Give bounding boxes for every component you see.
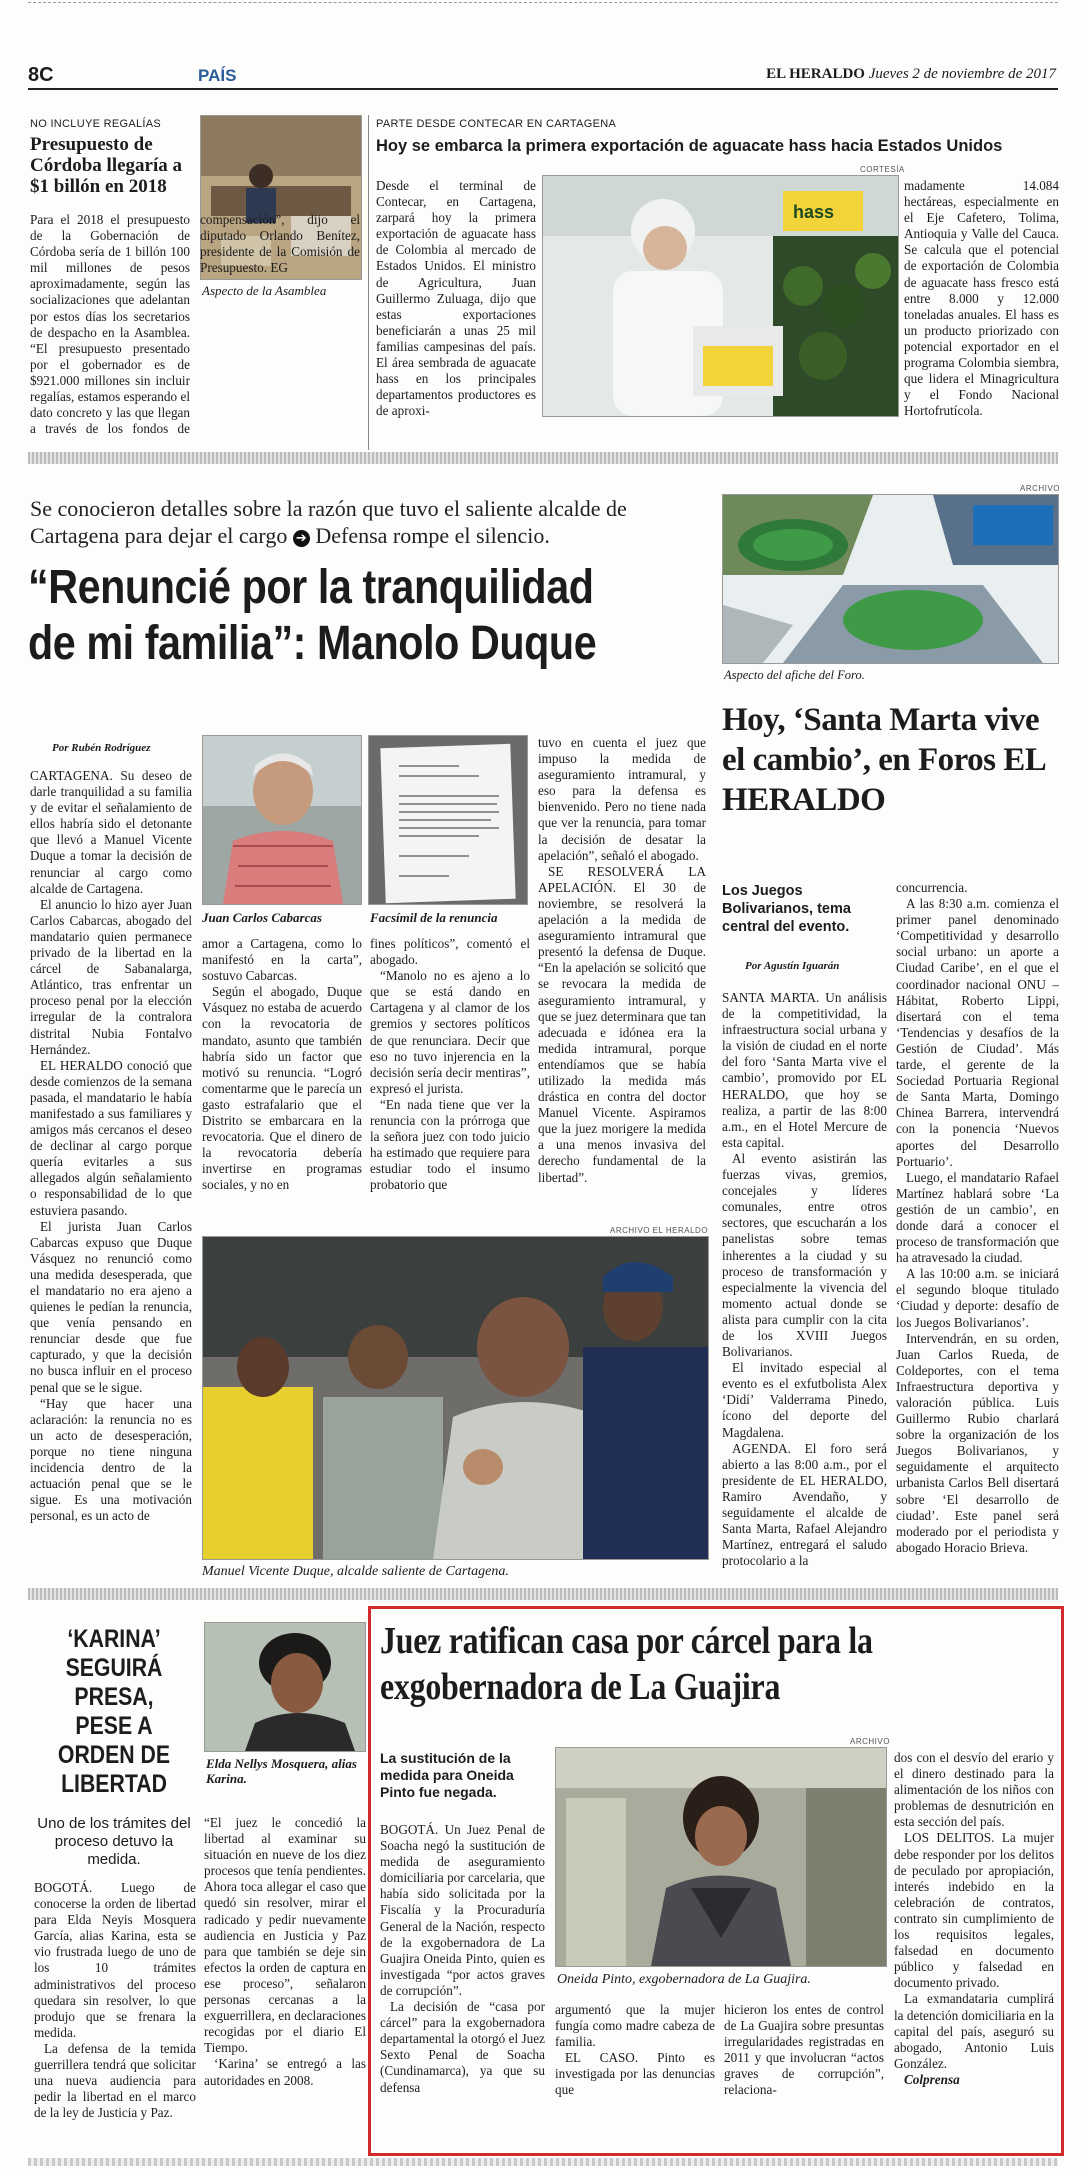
separator-1 [28, 452, 1058, 464]
sm-c2-p3: Luego, el mandatario Rafael Martínez hablará sobre ‘La gestión de un cambio’, en donde dará a conocer el proceso de transformación que ha atravesado la ciudad. [896, 1169, 1059, 1266]
print-registration-bar [28, 2158, 1058, 2166]
oneida-caption: Oneida Pinto, exgobernadora de La Guajira. [557, 1972, 811, 1987]
masthead [766, 66, 1056, 83]
guajira-agency: Colprensa [904, 2071, 960, 2087]
aguacate-body-left [376, 178, 536, 440]
duque-c3-p3: “En nada tiene que ver la renuncia con la prórroga que la señora juez con todo juicio ha estimado que requiere para estudiar todo el insumo probatorio que [370, 1096, 530, 1193]
top-rule [28, 2, 1058, 3]
duque-headline-line-2: de mi familia”: Manolo Duque [28, 617, 597, 670]
duque-c1-p1: CARTAGENA. Su deseo de darle tranquilidad a su familia y de evitar el señalamiento de ellos habría sido el detonante que llevó a Manuel Vicente Duque a tomar la decisión de renunciar al cargo como alcalde de Cartagena. [30, 768, 192, 896]
issue-date: Jueves 2 de noviembre de 2017 [868, 66, 1056, 82]
duque-c1-p2: El anuncio lo hizo ayer Juan Carlos Cabarcas, abogado del mandatario quien permanece privado de la libertad en la cárcel de Sabanalarga, Atlántico, tras enfrentar un proceso penal por la elección irregular de la contralora distrital Nubia Fontalvo Hernández. [30, 896, 192, 1057]
svg-text:hass: hass [793, 202, 835, 222]
sm-c2-p5: Intervendrán, en su orden, Juan Carlos Rueda, de Coldeportes, con el tema Infraestructura deportiva y valoración pública. Luis Guillermo Rubio charlará sobre la organización de los Juegos Bolivarianos, y seguidamente el arquitecto urbanista Carlos Bell disertará sobre ‘El desarrollo de ciudad’. Este panel será moderado por el periodista y abogado Horacio Brieva. [896, 1330, 1059, 1555]
duque-deck-tail: Defensa rompe el silencio. [315, 523, 550, 548]
duque-col-2 [202, 936, 362, 1216]
sm-c1-p2: Al evento asistirán las fuerzas vivas, gremios, concejales y líderes comunales, entre otros sectores, que escucharán a los panelistas sobre temas inherentes a la ciudad y su proceso de transformación y especialmente la vivencia del momento actual donde se alista para cumplir con la cita de los XVIII Juegos Bolivarianos. [722, 1150, 887, 1360]
duque-c3-p1: fines políticos”, comentó el abogado. [370, 936, 530, 968]
duque-c2-p1: amor a Cartagena, como lo manifestó en la carta”, sostuvo Cabarcas. [202, 936, 362, 984]
guajira-col-1 [380, 1822, 545, 2148]
sm-c2-p4: A las 10:00 a.m. se iniciará el segundo bloque titulado ‘Ciudad y deporte: desafío de los Juegos Bolivarianos’. [896, 1266, 1059, 1330]
duque-col-1 [30, 768, 192, 1578]
karina-photo [204, 1622, 366, 1752]
cordoba-paragraph: Para el 2018 el presupuesto de la Gobernación de Córdoba sería de 1 billón 100 mil millones de pesos aproximadamente, según las socializaciones que adelantan por estos días los secretarios de despacho en la Asamblea. “El presupuesto presentado por el gobernador es de $921.000 millones sin incluir regalías, estamos esperando el dato concreto y las que llegan a través de los fondos de compensación”, dijo el diputado Orlando Benítez, presidente de la Comisión de Presupuesto. EG [30, 212, 360, 437]
guajira-c4-p2: LOS DELITOS. La mujer debe responder por los delitos de peculado por apropiación, interés indebido en la celebración de contratos, contrato sin cumplimiento de los requisitos legales, falsedad en documento público y falsedad en documento privado. [894, 1830, 1054, 1991]
guajira-col-4 [894, 1750, 1054, 2148]
stadium-poster [722, 494, 1059, 664]
stadium-caption: Aspecto del afiche del Foro. [724, 668, 865, 682]
arrow-right-icon: ➔ [293, 530, 310, 547]
duque-byline: Por Rubén Rodríguez [52, 742, 151, 754]
duque-c3-p2: “Manolo no es ajeno a lo que se está dando en Cartagena y al clamor de los gremios y sectores políticos de que renunciara. Decir que eso no tuvo injerencia en la decisión sería decir mentiras”, expresó el jurista. [370, 968, 530, 1096]
avocado-photo [542, 175, 899, 417]
sm-c1-p3: El invitado especial al evento es el exfutbolista Alex ‘Didí’ Valderrama Pinedo, ícono del deporte del Magdalena. [722, 1360, 887, 1440]
sm-c2-p2: A las 8:30 a.m. comienza el primer panel denominado ‘Competitividad y desarrollo social urbano: un aporte a Ciudad Caribe’, en el que el coordinador nacional ONU – Hábitat, Roberto Lippi, disertará con el tema ‘Tendencias y desafíos de la Gestión de Ciudad’. Más tarde, el gerente de la Sociedad Portuaria Regional de Santa Marta, Domingo Chinea Barrera, intervendrá con la ponencia ‘Nuevos aportes del Desarrollo Portuario’. [896, 896, 1059, 1169]
resignation-letter-photo [368, 735, 528, 905]
karina-c1-p1: BOGOTÁ. Luego de conocerse la orden de libertad para Elda Neyis Mosquera García, alias Karina, esta se vio frustrada luego de uno de los 10 trámites administrativos del proceso quedara sin resolver, lo que produjo que se frenara la medida. [34, 1880, 196, 2040]
cordoba-kicker: NO INCLUYE REGALÍAS [30, 118, 162, 130]
santamarta-headline: Hoy, ‘Santa Marta vive el cambio’, en Foros EL HERALDO [722, 702, 1045, 818]
karina-subhead: Uno de los trámites del proceso detuvo la medida. [37, 1815, 191, 1868]
guajira-c4-p3: La exmandataria cumplirá la detención domiciliaria en la capital del país, aseguró su abogado, Antonio Luis González. [894, 1991, 1054, 2071]
separator-2 [28, 1588, 1058, 1600]
guajira-col-3 [724, 2002, 884, 2148]
paper-name: EL HERALDO [766, 66, 865, 82]
aguacate-paragraph-right: madamente 14.084 hectáreas, especialmente en el Eje Cafetero, Tolima, Antioquia y Valle del Cauca. Se calcula que el potencial de exportación de Colombia de aguacate hass fresco está entre 8.000 y 12.000 toneladas anuales. El hass es un producto priorizado con potencial exportador en el programa Colombia siembra, que lidera el Minagricultura y el Fondo Nacional Hortofrutícola. [904, 178, 1059, 419]
duque-c2-p2: Según el abogado, Duque Vásquez no estaba de acuerdo con la revocatoria de mandato, asunto que también habría sido un factor que motivó su renuncia. “Logró comentarme que le parecía un gasto estrafalario que el Distrito se embarcara en la revocatoria. Que el dinero de la revocatoria debería invertirse en programas sociales, y no en [202, 984, 362, 1193]
duque-c1-p3: EL HERALDO conoció que desde comienzos de la semana pasada, el mandatario le había manifestado a sus familiares y amigos más cercanos el deseo de declinar al cargo porque quería evitarles a sus allegados algún señalamiento o responsabilidad de lo que estuviera pasando. [30, 1057, 192, 1218]
guajira-credit: ARCHIVO [850, 1737, 890, 1746]
duque-photo [202, 1236, 709, 1560]
duque-headline-line-1: “Renuncié por la tranquilidad [28, 561, 594, 614]
karina-c2-p2: ‘Karina’ se entregó a las autoridades en 2008. [204, 2056, 366, 2088]
duque-headline [28, 560, 630, 672]
oneida-photo [555, 1747, 887, 1967]
duque-photo-caption: Manuel Vicente Duque, alcalde saliente de Cartagena. [202, 1564, 509, 1579]
guajira-headline: Juez ratifican casa por cárcel para la exgobernadora de La Guajira [380, 1620, 873, 1708]
aguacate-headline: Hoy se embarca la primera exportación de aguacate hass hacia Estados Unidos [376, 137, 1003, 155]
aguacate-paragraph-left: Desde el terminal de Contecar, en Cartagena, zarpará hoy la primera exportación de aguacate hass de Colombia al mercado de Estados Unidos. El ministro de Agricultura, Juan Guillermo Zuluaga, dijo que estas exportaciones beneficiarán a unas 25 mil familias campesinas del país. El área sembrada de aguacate hass en los principales departamentos productores es de aproxi- [376, 178, 536, 419]
sm-c1-p1: SANTA MARTA. Un análisis de la competitividad, la infraestructura social urbana y la visión de ciudad en el norte del foro ‘Santa Marta vive el cambio’, promovido por EL HERALDO, que hoy se realiza, a partir de las 8:00 a.m., en el Hotel Mercure de esta capital. [722, 990, 887, 1150]
cabarcas-caption: Juan Carlos Cabarcas [202, 910, 322, 925]
cordoba-body [30, 212, 360, 446]
duque-deck-text: Se conocieron detalles sobre la razón que tuvo el saliente alcalde de Cartagena para dejar el cargo [30, 496, 627, 548]
duque-c1-p4: El jurista Juan Carlos Cabarcas expuso que Duque Vásquez no renunció como una medida desesperada, que el mandatario no era ajeno a quienes le pedían la renuncia, que venía pensando en renunciar desde que fue capturado, y que la decisión no busca influir en el proceso penal que se le sigue. [30, 1218, 192, 1395]
page-number: 8C [28, 64, 54, 86]
aguacate-credit: CORTESÍA [860, 165, 905, 174]
duque-col-4 [538, 735, 706, 1215]
cordoba-headline: Presupuesto de Córdoba llegaría a $1 billón en 2018 [30, 134, 182, 197]
guajira-c2-p2: EL CASO. Pinto es investigada por las denuncias que [555, 2050, 715, 2098]
assembly-caption: Aspecto de la Asamblea [202, 283, 327, 298]
karina-col-1 [34, 1880, 196, 2150]
karina-col-2 [204, 1815, 366, 2150]
guajira-col-2 [555, 2002, 715, 2148]
aguacate-kicker: PARTE DESDE CONTECAR EN CARTAGENA [376, 118, 617, 130]
santamarta-byline: Por Agustín Iguarán [745, 960, 840, 972]
guajira-c3-p1: hicieron los entes de control de La Guajira sobre presuntas irregularidades registradas en 2011 y que involucran “actos graves de corrupción”, relaciona- [724, 2002, 884, 2098]
header-rule [28, 88, 1058, 90]
duque-col-3 [370, 936, 530, 1216]
santamarta-col-1 [722, 990, 887, 1578]
aguacate-body-right [904, 178, 1059, 440]
guajira-c1-p1: BOGOTÁ. Un Juez Penal de Soacha negó la sustitución de medida de aseguramiento domiciliaria por carcelaria, que había sido solicitada por la Fiscalía y la Procuraduría General de la Nación, respecto de la exgobernadora de La Guajira Oneida Pinto, quien es investigada “por actos graves de corrupción”. [380, 1822, 545, 1998]
duque-c4-p2: SE RESOLVERÁ LA APELACIÓN. El 30 de noviembre, se resolverá la apelación a la medida de aseguramiento intramural que presentó la defensa de Duque. “En la apelación se solicitó que se revocara la medida de aseguramiento intramural, y que se juez determinara que tan adecuada e idónea era la medida intramural, porque entendíamos que se había utilizado la medida más drástica en contra del doctor Manuel Vicente. Aspiramos que la juez morigere la medida a una menos invasiva del derecho fundamental de la libertad”. [538, 863, 706, 1185]
guajira-subhead: La sustitución de la medida para Oneida Pinto fue negada. [380, 1750, 514, 1800]
sm-c1-p4: AGENDA. El foro será abierto a las 8:00 a.m., por el presidente de EL HERALDO, Ramiro Avendaño, y seguidamente el alcalde de Santa Marta, Rafael Alejandro Martínez, entregará el saludo protocolario a la [722, 1440, 887, 1569]
duque-photo-credit: ARCHIVO EL HERALDO [610, 1226, 709, 1235]
duque-c4-p1: tuvo en cuenta el juez que impuso la medida de aseguramiento intramural, y eso para la defensa es bienvenido. Pero no tiene nada que ver la renuncia, para tomar la decisión de desatar la apelación”, señaló el abogado. [538, 735, 706, 863]
karina-headline: ‘KARINA’ SEGUIRÁ PRESA, PESE A ORDEN DE LIBERTAD [57, 1625, 171, 1798]
guajira-c1-p2: La decisión de “casa por cárcel” para la exgobernadora departamental la otorgó el Juez Sexto Penal de Soacha (Cundinamarca), ya que su defensa [380, 1999, 545, 2095]
santamarta-subhead: Los Juegos Bolivarianos, tema central del evento. [722, 883, 851, 935]
section-label: PAÍS [198, 66, 237, 85]
cabarcas-photo [202, 735, 362, 905]
karina-caption: Elda Nellys Mosquera, alias Karina. [206, 1756, 357, 1786]
guajira-c2-p1: argumentó que la mujer fungía como madre cabeza de familia. [555, 2002, 715, 2050]
letter-caption: Facsímil de la renuncia [370, 910, 498, 925]
karina-c1-p2: La defensa de la temida guerrillera tendrá que solicitar una nueva audiencia para pedir la libertad en el marco de la ley de Justicia y Paz. [34, 2040, 196, 2121]
guajira-c4-p1: dos con el desvío del erario y el dinero destinado para la alimentación de los niños con problemas de desnutrición en esta sección del país. [894, 1750, 1054, 1830]
santamarta-col-2 [896, 880, 1059, 1578]
santamarta-credit: ARCHIVO [1020, 484, 1060, 493]
karina-c2-p1: “El juez le concedió la libertad al examinar su situación en nueve de los diez procesos que tenía pendientes. Ahora toca allegar el caso que quedó sin resolver, mirar el radicado y pedir nuevamente audiencia en Justicia y Paz para que también se deje sin efectos la orden de captura en ese proceso”, señalaron personas cercanas a la exguerrillera, en declaraciones recogidas por el diario El Tiempo. [204, 1815, 366, 2056]
column-rule [368, 115, 369, 450]
duque-deck [30, 495, 720, 549]
sm-c2-p1: concurrencia. [896, 880, 968, 895]
duque-c1-p5: “Hay que hacer una aclaración: la renuncia no es un acto de desesperación, porque no tiene ninguna incidencia dentro de la actuación penal que se le sigue. Es una motivación personal, es un acto de [30, 1395, 192, 1524]
